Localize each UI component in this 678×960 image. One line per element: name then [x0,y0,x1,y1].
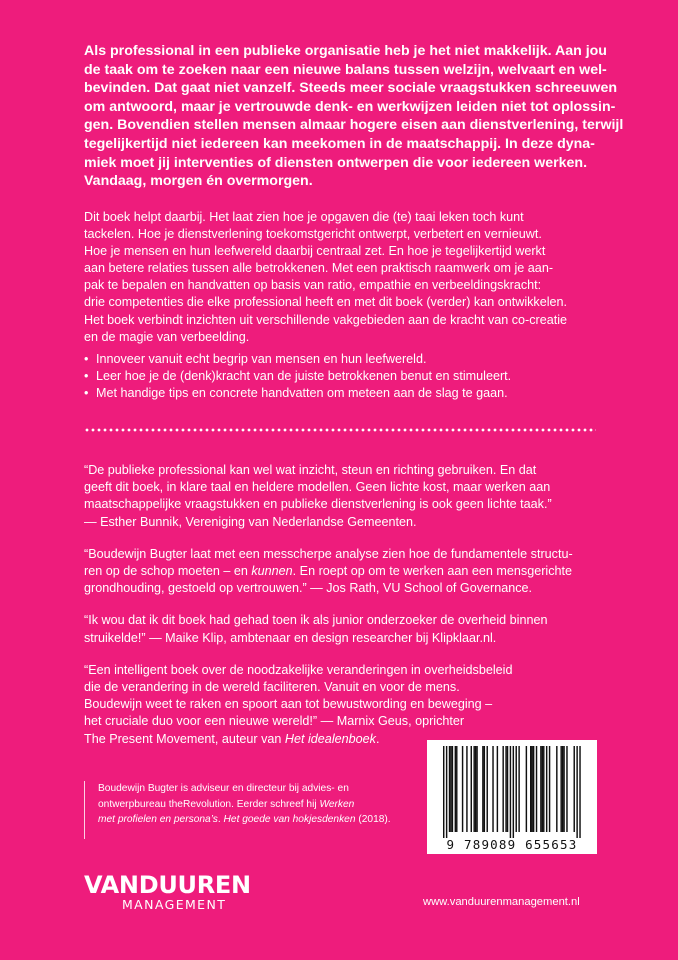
barcode-bar [526,746,527,832]
barcode-bar [450,746,451,832]
barcode-bar [533,746,534,832]
barcode-bar [446,746,447,838]
quote-line: struikelde!” — Maike Klip, ambtenaar en design researcher bij Klipklaar.nl. [84,630,497,645]
bullet-item [84,385,614,402]
bullet-text: Innoveer vanuit echt begrip van mensen en hun leefwereld. [96,352,427,366]
quotes-section [84,462,614,763]
barcode-bar [531,746,532,832]
barcode-bar [466,746,467,832]
barcode-bar [556,746,557,832]
body-paragraph [84,209,614,346]
barcode-bar [484,746,485,832]
barcode-bar [510,746,511,838]
quote-line: — Esther Bunnik, Vereniging van Nederlandse Gemeenten. [84,514,417,529]
barcode-bar [546,746,547,832]
intro-line: de taak om te zoeken naar een nieuwe balans tussen welzijn, welvaart en wel- [84,61,607,78]
author-line: Boudewijn Bugter is adviseur en directeur bij advies- en [98,783,349,794]
dotted-divider [84,428,596,432]
barcode-bar [476,746,477,832]
barcode-bar [462,746,463,832]
author-text: ontwerpbureau theRevolution. Eerder schreef hij [98,798,320,810]
intro-line: om antwoord, maar je vertrouwde denk- en werkwijzen leiden niet tot oplossin- [84,98,616,115]
barcode-bar [536,746,537,832]
bullet-item [84,351,614,368]
barcode-bar [574,746,575,832]
book-title: Het goede van hokjesdenken [223,814,356,825]
bullet-dot: • [84,386,89,401]
quote-line: “Ik wou dat ik dit boek had gehad toen ik als junior onderzoeker de overheid binnen [84,613,548,628]
barcode-bar [452,746,453,832]
barcode-bar [530,746,531,832]
quote-line: die de verandering in de wereld faciliteren. Vanuit en voor de mens. [84,680,460,695]
body-line: Dit boek helpt daarbij. Het laat zien hoe je opgaven die (te) taai leken toch kunt [84,210,524,224]
book-title: met profielen en persona’s [98,814,218,825]
body-line: Het boek verbindt inzichten uit verschillende vakgebieden aan de kracht van co-creatie [84,312,568,327]
barcode-bar [516,746,517,832]
publisher-logo [84,872,264,916]
barcode-bar [473,746,474,832]
barcode-bar [543,746,544,832]
barcode-bar [456,746,457,832]
barcode-bar [518,746,519,832]
intro-line: miek moet jij interventies of diensten ontwerpen die voor iedereen werken. [84,154,588,171]
barcode-bars [427,740,597,840]
intro-line: bevinden. Dat gaat niet vanzelf. Steeds meer sociale vraagstukken schreeuwen [84,80,618,97]
quote-line: maatschappelijke vraagstukken en publieke dienstverlening is ook geen lichte taak.” [84,497,552,512]
author-bio [84,781,398,839]
quote-text: . En roept op om te werken aan een mensgerichte [292,564,572,579]
quote-line: “Een intelligent boek over de noodzakelijke veranderingen in overheidsbeleid [84,662,513,677]
intro-paragraph [84,42,624,191]
quote-geus [84,662,614,748]
barcode-bar [502,746,503,832]
author-text: (2018). [355,814,391,825]
body-line: aan betere relaties tussen alle betrokkenen. Met een praktisch raamwerk om je aan- [84,261,554,276]
barcode-bar [449,746,450,832]
barcode-bar [563,746,564,832]
quote-line: geeft dit boek, in klare taal en heldere modellen. Geen lichte kost, maar werken aan [84,480,551,495]
barcode-bar [455,746,456,832]
barcode-bar [576,746,577,838]
quote-text: The Present Movement, auteur van [84,731,285,746]
author-line [98,812,398,828]
intro-line: tegelijkertijd niet iedereen kan meekomen in de maatschappij. In deze dyna- [84,135,595,152]
barcode-bar [562,746,563,832]
isbn-number: 9 789089 655653 [446,837,578,852]
barcode-bar [487,746,488,832]
quote-text: . [375,731,380,746]
logo-wordmark: VANDUUREN [84,871,251,899]
barcode-bar [492,746,493,832]
intro-line: Vandaag, morgen én overmorgen. [84,173,313,190]
publisher-website: www.vanduurenmanagement.nl [423,896,580,908]
quote-line: het cruciale duo voor een nieuwe wereld!” — Marnix Geus, oprichter [84,714,465,729]
bullet-dot: • [84,352,89,366]
intro-line: gen. Bovendien stellen mensen almaar hogere eisen aan dienstverlening, terwijl [84,117,624,134]
barcode [427,740,597,854]
barcode-bar [507,746,508,832]
barcode-bar [579,746,580,838]
barcode-bar [475,746,476,832]
barcode-bar [549,746,550,832]
barcode-bar [513,746,514,838]
quote-line: Boudewijn weet te raken en spoort aan tot bewustwording en beweging – [84,697,493,712]
author-line [98,797,398,813]
quote-klip [84,612,614,646]
bullet-dot: • [84,369,89,384]
quote-line: “De publieke professional kan wel wat inzicht, steun en richting gebruiken. En dat [84,463,537,477]
body-line: en de magie van verbeelding. [84,329,250,344]
body-line: Hoe je mensen en hun leefwereld daarbij centraal zet. En hoe je tegelijkertijd werkt [84,244,546,259]
body-line: pak te bepalen en handvatten op basis van ratio, empathie en verbeeldingskracht: [84,278,542,293]
bullet-text: Leer hoe je de (denk)kracht van de juiste betrokkenen benut en stimuleert. [96,369,512,384]
bullet-list [84,351,614,402]
quote-line: “Boudewijn Bugter laat met een messcherpe analyse zien hoe de fundamentele structu- [84,546,573,561]
quote-bunnik [84,462,614,531]
barcode-bar [566,746,567,832]
book-title: Werken [319,798,355,810]
body-line: drie competenties die elke professional heeft en met dit boek (verder) kan ontwikkelen. [84,295,568,310]
book-title: Het idealenboek [284,731,376,746]
quote-emphasis: kunnen [251,564,293,579]
quote-rath [84,546,614,598]
barcode-bar [471,746,472,832]
intro-line: Als professional in een publieke organisatie heb je het niet makkelijk. Aan jou [84,43,607,59]
barcode-bar [497,746,498,832]
author-text: . [217,814,224,825]
logo-subline: MANAGEMENT [122,897,227,912]
barcode-bar [482,746,483,832]
quote-line [84,563,614,580]
barcode-bar [560,746,561,832]
quote-text: ren op de schop moeten – en [84,564,252,579]
barcode-bar [540,746,541,832]
barcode-bar [542,746,543,832]
barcode-bar [505,746,506,832]
bullet-text: Met handige tips en concrete handvatten om meteen aan de slag te gaan. [96,386,508,401]
quote-line: grondhouding, gestoeld op vertrouwen.” — Jos Rath, VU School of Governance. [84,581,533,596]
barcode-bar [443,746,444,838]
body-line: tackelen. Hoe je dienstverlening toekomstgericht ontwerpt, verbetert en vernieuwt. [84,227,542,242]
bullet-item [84,368,614,385]
